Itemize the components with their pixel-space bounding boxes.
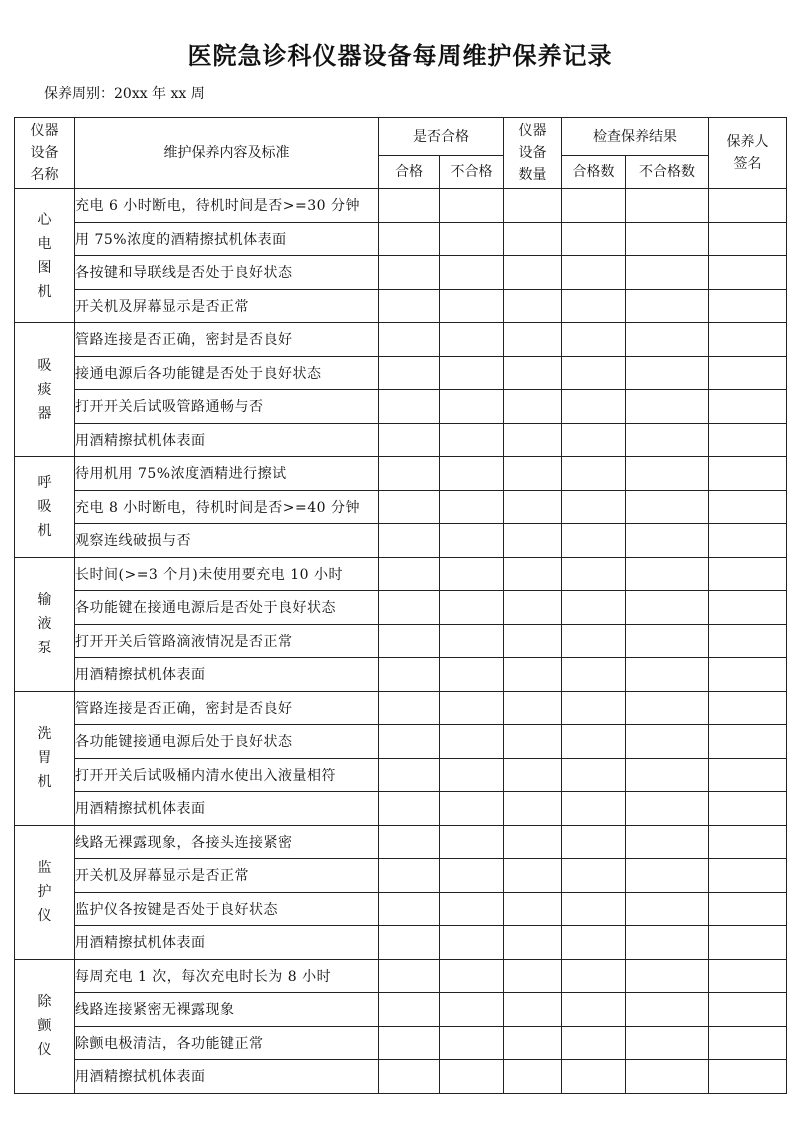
unqualified-count-cell[interactable]	[626, 926, 709, 960]
signature-cell[interactable]	[709, 725, 787, 759]
qualified-cell[interactable]	[379, 457, 440, 491]
qualified-cell[interactable]	[379, 490, 440, 524]
qualified-cell[interactable]	[379, 390, 440, 424]
quantity-cell[interactable]	[504, 490, 562, 524]
unqualified-cell[interactable]	[440, 792, 504, 826]
quantity-cell[interactable]	[504, 892, 562, 926]
device-name-char: 除	[37, 994, 52, 1010]
maintenance-item: 待用机用 75%浓度酒精进行擦试	[75, 457, 379, 491]
signature-cell[interactable]	[709, 256, 787, 290]
device-name-char: 吸	[37, 498, 52, 515]
qualified-count-cell[interactable]	[562, 758, 626, 792]
quantity-cell[interactable]	[504, 457, 562, 491]
unqualified-count-cell[interactable]	[626, 289, 709, 323]
table-row	[15, 792, 787, 826]
device-name-cell	[15, 825, 75, 959]
device-name-char: 吸	[37, 357, 52, 374]
quantity-cell[interactable]	[504, 390, 562, 424]
signature-cell[interactable]	[709, 792, 787, 826]
header-qualified: 合格	[379, 156, 440, 189]
qualified-count-cell[interactable]	[562, 256, 626, 290]
device-name-char: 图	[37, 259, 52, 276]
unqualified-count-cell[interactable]	[626, 490, 709, 524]
signature-cell[interactable]	[709, 624, 787, 658]
unqualified-count-cell[interactable]	[626, 256, 709, 290]
maintenance-item: 监护仪各按键是否处于良好状态	[75, 892, 379, 926]
table-row	[15, 892, 787, 926]
maintenance-item: 用酒精擦拭机体表面	[75, 658, 379, 692]
unqualified-cell[interactable]	[440, 490, 504, 524]
signature-cell[interactable]	[709, 490, 787, 524]
maintenance-item: 管路连接是否正确，密封是否良好	[75, 323, 379, 357]
table-row	[15, 457, 787, 491]
qualified-count-cell[interactable]	[562, 189, 626, 223]
qualified-cell[interactable]	[379, 959, 440, 993]
qualified-count-cell[interactable]	[562, 323, 626, 357]
qualified-cell[interactable]	[379, 792, 440, 826]
quantity-cell[interactable]	[504, 423, 562, 457]
unqualified-cell[interactable]	[440, 557, 504, 591]
qualified-cell[interactable]	[379, 825, 440, 859]
qualified-count-cell[interactable]	[562, 859, 626, 893]
unqualified-cell[interactable]	[440, 926, 504, 960]
maintenance-item: 各功能键在接通电源后是否处于良好状态	[75, 591, 379, 625]
signature-cell[interactable]	[709, 557, 787, 591]
maintenance-item: 长时间(>=3 个月)未使用要充电 10 小时	[75, 557, 379, 591]
qualified-count-cell[interactable]	[562, 557, 626, 591]
qualified-count-cell[interactable]	[562, 959, 626, 993]
unqualified-count-cell[interactable]	[626, 222, 709, 256]
qualified-count-cell[interactable]	[562, 691, 626, 725]
signature-cell[interactable]	[709, 289, 787, 323]
qualified-count-cell[interactable]	[562, 524, 626, 558]
header-device-line: 名称	[30, 167, 59, 183]
maintenance-item: 管路连接是否正确，密封是否良好	[75, 691, 379, 725]
quantity-cell[interactable]	[504, 792, 562, 826]
unqualified-count-cell[interactable]	[626, 423, 709, 457]
quantity-cell[interactable]	[504, 658, 562, 692]
maintenance-item: 线路无裸露现象，各接头连接紧密	[75, 825, 379, 859]
qualified-cell[interactable]	[379, 591, 440, 625]
unqualified-cell[interactable]	[440, 591, 504, 625]
signature-cell[interactable]	[709, 1026, 787, 1060]
unqualified-cell[interactable]	[440, 189, 504, 223]
table-row	[15, 490, 787, 524]
qualified-cell[interactable]	[379, 892, 440, 926]
unqualified-cell[interactable]	[440, 390, 504, 424]
device-name-char: 呼	[37, 474, 52, 491]
table-row	[15, 390, 787, 424]
table-row	[15, 557, 787, 591]
qualified-count-cell[interactable]	[562, 1060, 626, 1094]
table-row	[15, 1026, 787, 1060]
device-name-cell	[15, 457, 75, 558]
signature-cell[interactable]	[709, 222, 787, 256]
quantity-cell[interactable]	[504, 959, 562, 993]
maintenance-item: 用酒精擦拭机体表面	[75, 1060, 379, 1094]
quantity-cell[interactable]	[504, 758, 562, 792]
unqualified-count-cell[interactable]	[626, 323, 709, 357]
header-content: 维护保养内容及标准	[75, 118, 379, 189]
maintenance-item: 每周充电 1 次，每次充电时长为 8 小时	[75, 959, 379, 993]
maintenance-item: 接通电源后各功能键是否处于良好状态	[75, 356, 379, 390]
device-name-char: 仪	[37, 1042, 52, 1058]
unqualified-cell[interactable]	[440, 457, 504, 491]
maintenance-item: 充电 6 小时断电，待机时间是否>=30 分钟	[75, 189, 379, 223]
page-title: 医院急诊科仪器设备每周维护保养记录	[187, 42, 613, 70]
header-qualified-count: 合格数	[562, 156, 626, 189]
maintenance-item: 用酒精擦拭机体表面	[75, 423, 379, 457]
unqualified-cell[interactable]	[440, 1060, 504, 1094]
maintenance-item: 开关机及屏幕显示是否正常	[75, 859, 379, 893]
table-row	[15, 993, 787, 1027]
qualified-count-cell[interactable]	[562, 792, 626, 826]
header-signer	[709, 118, 787, 189]
quantity-cell[interactable]	[504, 189, 562, 223]
device-name-char: 液	[37, 616, 52, 632]
qualified-cell[interactable]	[379, 356, 440, 390]
unqualified-count-cell[interactable]	[626, 591, 709, 625]
unqualified-count-cell[interactable]	[626, 524, 709, 558]
qualified-cell[interactable]	[379, 524, 440, 558]
device-name-cell	[15, 959, 75, 1093]
qualified-cell[interactable]	[379, 423, 440, 457]
qualified-cell[interactable]	[379, 256, 440, 290]
maintenance-item: 打开开关后管路滴液情况是否正常	[75, 624, 379, 658]
qualified-count-cell[interactable]	[562, 658, 626, 692]
signature-cell[interactable]	[709, 591, 787, 625]
table-row	[15, 591, 787, 625]
table-row	[15, 289, 787, 323]
unqualified-cell[interactable]	[440, 1026, 504, 1060]
signature-cell[interactable]	[709, 825, 787, 859]
device-name-char: 机	[37, 283, 52, 300]
qualified-count-cell[interactable]	[562, 624, 626, 658]
device-name-cell	[15, 691, 75, 825]
table-row	[15, 323, 787, 357]
qualified-count-cell[interactable]	[562, 892, 626, 926]
device-name-char: 电	[37, 235, 52, 252]
signature-cell[interactable]	[709, 758, 787, 792]
table-row	[15, 222, 787, 256]
device-name-cell	[15, 557, 75, 691]
quantity-cell[interactable]	[504, 557, 562, 591]
record-body	[15, 189, 787, 1094]
qualified-cell[interactable]	[379, 691, 440, 725]
qualified-count-cell[interactable]	[562, 926, 626, 960]
quantity-cell[interactable]	[504, 859, 562, 893]
maintenance-item: 开关机及屏幕显示是否正常	[75, 289, 379, 323]
quantity-cell[interactable]	[504, 256, 562, 290]
maintenance-item: 用酒精擦拭机体表面	[75, 926, 379, 960]
qualified-cell[interactable]	[379, 725, 440, 759]
signature-cell[interactable]	[709, 356, 787, 390]
unqualified-cell[interactable]	[440, 222, 504, 256]
unqualified-cell[interactable]	[440, 959, 504, 993]
qualified-cell[interactable]	[379, 1026, 440, 1060]
qualified-cell[interactable]	[379, 557, 440, 591]
table-row	[15, 1060, 787, 1094]
qualified-cell[interactable]	[379, 926, 440, 960]
unqualified-cell[interactable]	[440, 993, 504, 1027]
signature-cell[interactable]	[709, 189, 787, 223]
device-name-cell	[15, 189, 75, 323]
unqualified-count-cell[interactable]	[626, 993, 709, 1027]
quantity-cell[interactable]	[504, 1026, 562, 1060]
signature-cell[interactable]	[709, 390, 787, 424]
maintenance-item: 各功能键接通电源后处于良好状态	[75, 725, 379, 759]
qualified-count-cell[interactable]	[562, 725, 626, 759]
device-name-char: 输	[37, 592, 52, 608]
quantity-cell[interactable]	[504, 591, 562, 625]
quantity-cell[interactable]	[504, 289, 562, 323]
device-name-char: 机	[37, 774, 52, 790]
signature-cell[interactable]	[709, 959, 787, 993]
qualified-cell[interactable]	[379, 1060, 440, 1094]
signature-cell[interactable]	[709, 892, 787, 926]
unqualified-cell[interactable]	[440, 691, 504, 725]
unqualified-count-cell[interactable]	[626, 691, 709, 725]
unqualified-cell[interactable]	[440, 892, 504, 926]
header-signer-line: 签名	[733, 156, 762, 172]
header-qualified-group: 是否合格	[379, 118, 504, 156]
maintenance-record-table	[14, 117, 787, 1094]
unqualified-count-cell[interactable]	[626, 658, 709, 692]
unqualified-cell[interactable]	[440, 256, 504, 290]
maintenance-item: 充电 8 小时断电，待机时间是否>=40 分钟	[75, 490, 379, 524]
quantity-cell[interactable]	[504, 825, 562, 859]
device-name-char: 洗	[37, 726, 52, 742]
quantity-cell[interactable]	[504, 691, 562, 725]
maintenance-item: 观察连线破损与否	[75, 524, 379, 558]
table-row	[15, 524, 787, 558]
table-row	[15, 658, 787, 692]
quantity-cell[interactable]	[504, 356, 562, 390]
qualified-cell[interactable]	[379, 993, 440, 1027]
table-row	[15, 189, 787, 223]
qualified-count-cell[interactable]	[562, 591, 626, 625]
unqualified-count-cell[interactable]	[626, 959, 709, 993]
table-row	[15, 959, 787, 993]
quantity-cell[interactable]	[504, 993, 562, 1027]
qualified-count-cell[interactable]	[562, 457, 626, 491]
device-name-char: 护	[37, 884, 52, 900]
header-result-group: 检查保养结果	[562, 118, 709, 156]
unqualified-count-cell[interactable]	[626, 557, 709, 591]
unqualified-count-cell[interactable]	[626, 457, 709, 491]
unqualified-count-cell[interactable]	[626, 792, 709, 826]
qualified-count-cell[interactable]	[562, 289, 626, 323]
table-row	[15, 423, 787, 457]
qualified-count-cell[interactable]	[562, 993, 626, 1027]
qualified-count-cell[interactable]	[562, 1026, 626, 1060]
unqualified-count-cell[interactable]	[626, 189, 709, 223]
unqualified-cell[interactable]	[440, 825, 504, 859]
device-name-char: 心	[37, 211, 52, 228]
unqualified-cell[interactable]	[440, 423, 504, 457]
qualified-count-cell[interactable]	[562, 390, 626, 424]
maintenance-item: 用 75%浓度的酒精擦拭机体表面	[75, 222, 379, 256]
signature-cell[interactable]	[709, 1060, 787, 1094]
table-row	[15, 859, 787, 893]
qualified-count-cell[interactable]	[562, 490, 626, 524]
device-name-char: 器	[37, 405, 52, 422]
qualified-count-cell[interactable]	[562, 423, 626, 457]
unqualified-count-cell[interactable]	[626, 1026, 709, 1060]
signature-cell[interactable]	[709, 993, 787, 1027]
quantity-cell[interactable]	[504, 1060, 562, 1094]
unqualified-cell[interactable]	[440, 624, 504, 658]
quantity-cell[interactable]	[504, 926, 562, 960]
table-row	[15, 256, 787, 290]
maintenance-item: 线路连接紧密无裸露现象	[75, 993, 379, 1027]
unqualified-count-cell[interactable]	[626, 1060, 709, 1094]
signature-cell[interactable]	[709, 323, 787, 357]
qualified-count-cell[interactable]	[562, 356, 626, 390]
unqualified-cell[interactable]	[440, 356, 504, 390]
qualified-cell[interactable]	[379, 189, 440, 223]
device-name-char: 仪	[37, 908, 52, 924]
quantity-cell[interactable]	[504, 222, 562, 256]
unqualified-count-cell[interactable]	[626, 859, 709, 893]
header-quantity-line: 数量	[518, 167, 547, 183]
maintenance-period: 保养周别：20xx 年 xx 周	[44, 86, 205, 102]
unqualified-cell[interactable]	[440, 524, 504, 558]
unqualified-cell[interactable]	[440, 758, 504, 792]
unqualified-cell[interactable]	[440, 725, 504, 759]
qualified-cell[interactable]	[379, 289, 440, 323]
table-row	[15, 356, 787, 390]
header-device-quantity	[504, 118, 562, 189]
header-device-name	[15, 118, 75, 189]
device-name-char: 泵	[37, 640, 52, 656]
header-signer-line: 保养人	[726, 134, 769, 150]
qualified-cell[interactable]	[379, 624, 440, 658]
maintenance-item: 打开开关后试吸管路通畅与否	[75, 390, 379, 424]
device-name-char: 痰	[37, 381, 52, 398]
qualified-cell[interactable]	[379, 758, 440, 792]
device-name-char: 机	[37, 522, 52, 539]
unqualified-cell[interactable]	[440, 323, 504, 357]
header-device-line: 仪器	[30, 123, 59, 139]
device-name-char: 颤	[37, 1018, 52, 1034]
qualified-cell[interactable]	[379, 658, 440, 692]
maintenance-item: 打开开关后试吸桶内清水使出入液量相符	[75, 758, 379, 792]
table-row	[15, 691, 787, 725]
quantity-cell[interactable]	[504, 624, 562, 658]
signature-cell[interactable]	[709, 691, 787, 725]
unqualified-cell[interactable]	[440, 289, 504, 323]
header-unqualified-count: 不合格数	[626, 156, 709, 189]
device-name-char: 监	[37, 860, 52, 876]
header-quantity-line: 仪器	[518, 123, 547, 139]
qualified-cell[interactable]	[379, 323, 440, 357]
quantity-cell[interactable]	[504, 524, 562, 558]
unqualified-cell[interactable]	[440, 658, 504, 692]
header-quantity-line: 设备	[518, 145, 547, 161]
qualified-cell[interactable]	[379, 222, 440, 256]
signature-cell[interactable]	[709, 658, 787, 692]
unqualified-count-cell[interactable]	[626, 356, 709, 390]
table-row	[15, 926, 787, 960]
table-row	[15, 624, 787, 658]
unqualified-count-cell[interactable]	[626, 725, 709, 759]
signature-cell[interactable]	[709, 524, 787, 558]
unqualified-cell[interactable]	[440, 859, 504, 893]
unqualified-count-cell[interactable]	[626, 624, 709, 658]
table-row	[15, 758, 787, 792]
table-row	[15, 725, 787, 759]
maintenance-item: 用酒精擦拭机体表面	[75, 792, 379, 826]
signature-cell[interactable]	[709, 457, 787, 491]
header-device-line: 设备	[30, 145, 59, 161]
quantity-cell[interactable]	[504, 323, 562, 357]
maintenance-item: 各按键和导联线是否处于良好状态	[75, 256, 379, 290]
header-unqualified: 不合格	[440, 156, 504, 189]
device-name-cell	[15, 323, 75, 457]
signature-cell[interactable]	[709, 926, 787, 960]
unqualified-count-cell[interactable]	[626, 390, 709, 424]
table-row	[15, 825, 787, 859]
signature-cell[interactable]	[709, 859, 787, 893]
unqualified-count-cell[interactable]	[626, 825, 709, 859]
qualified-count-cell[interactable]	[562, 825, 626, 859]
quantity-cell[interactable]	[504, 725, 562, 759]
unqualified-count-cell[interactable]	[626, 758, 709, 792]
qualified-count-cell[interactable]	[562, 222, 626, 256]
unqualified-count-cell[interactable]	[626, 892, 709, 926]
device-name-char: 胃	[37, 750, 52, 766]
signature-cell[interactable]	[709, 423, 787, 457]
qualified-cell[interactable]	[379, 859, 440, 893]
maintenance-item: 除颤电极清洁，各功能键正常	[75, 1026, 379, 1060]
